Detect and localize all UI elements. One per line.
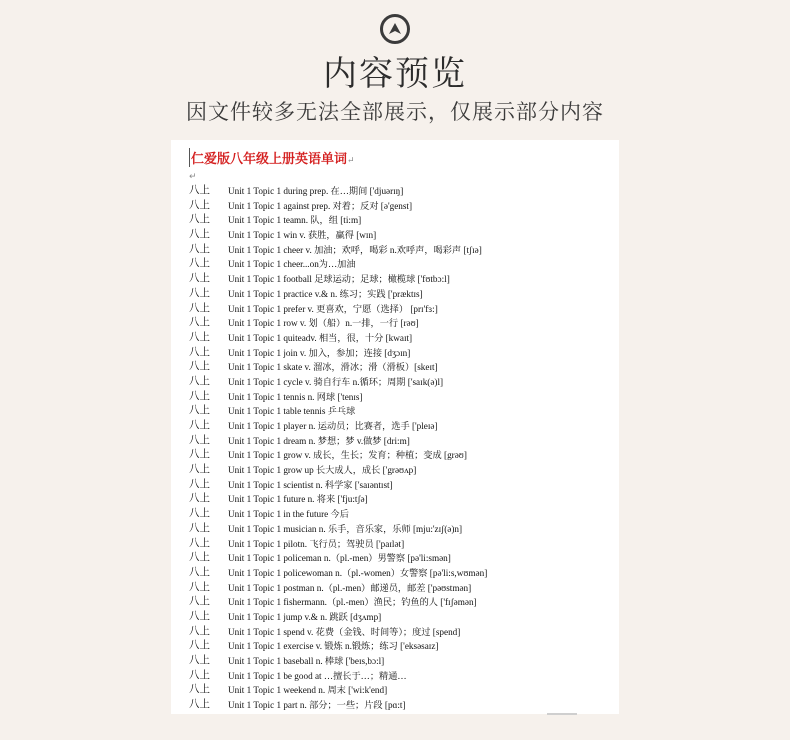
word-row [189, 492, 611, 507]
word-entry: Unit 1 Topic 1 prefer v. 更喜欢，宁愿（选择） [prɪ'fɜ:] [228, 303, 438, 314]
word-row [189, 199, 611, 214]
paragraph-mark: ↵ [347, 156, 355, 166]
grade-label: 八上 [189, 390, 210, 402]
word-row [189, 243, 611, 258]
grade-label: 八上 [189, 669, 210, 681]
grade-label: 八上 [189, 273, 210, 285]
document-preview [171, 140, 619, 714]
grade-label: 八上 [189, 420, 210, 431]
word-entry: Unit 1 Topic 1 dream n. 梦想；梦 v.做梦 [dri:m] [228, 435, 410, 446]
grade-label: 八上 [189, 640, 210, 652]
word-entry: Unit 1 Topic 1 teamn. 队，组 [ti:m] [228, 215, 362, 226]
word-entry: Unit 1 Topic 1 fishermann.（pl.-men）渔民；钓鱼的人 ['fɪʃəmən] [228, 597, 477, 608]
document-heading-text: 仁爱版八年级上册英语单词 [191, 152, 348, 167]
word-row [189, 478, 611, 493]
word-entry: Unit 1 Topic 1 player n. 运动员；比赛者，选手 ['pleɪə] [228, 421, 438, 431]
word-entry: Unit 1 Topic 1 spend v. 花费（金钱、时间等）；度过 [spend] [228, 626, 461, 637]
page-title: 内容预览 [323, 54, 467, 94]
word-row [189, 669, 611, 684]
word-entry: Unit 1 Topic 1 cheer...on为…加油 [228, 259, 356, 270]
grade-label: 八上 [189, 302, 210, 314]
word-entry: Unit 1 Topic 1 football 足球运动；足球；橄榄球 ['fʊtbɔ:l] [228, 274, 450, 285]
word-entry: Unit 1 Topic 1 cheer v. 加油；欢呼，喝彩 n.欢呼声，喝彩声 [tʃɪə] [228, 244, 482, 255]
word-row [189, 287, 611, 302]
word-entry: Unit 1 Topic 1 part n. 部分；一些；片段 [pɑ:t] [228, 700, 406, 711]
grade-label: 八上 [189, 199, 210, 211]
word-row [189, 507, 611, 522]
word-row [189, 551, 611, 566]
word-row [189, 698, 611, 713]
page-subtitle: 因文件较多无法全部展示，仅展示部分内容 [186, 100, 604, 124]
word-row [189, 448, 611, 463]
word-entry: Unit 1 Topic 1 musician n. 乐手，音乐家，乐师 [mju:'zɪʃ(ə)n] [228, 523, 463, 534]
grade-label: 八上 [189, 375, 210, 387]
word-entry: Unit 1 Topic 1 skate v. 溜冰，滑冰；滑（滑板）[skeɪt] [228, 362, 438, 373]
grade-label: 八上 [189, 287, 210, 299]
grade-label: 八上 [189, 493, 210, 505]
grade-label: 八上 [189, 552, 210, 564]
grade-label: 八上 [189, 243, 210, 255]
word-entry: Unit 1 Topic 1 jump v.& n. 跳跃 [dʒʌmp] [228, 611, 382, 622]
word-row [189, 654, 611, 669]
grade-label: 八上 [189, 258, 210, 270]
blank-paragraph: ↵ [189, 172, 197, 182]
word-entry: Unit 1 Topic 1 quiteadv. 相当，很，十分 [kwaɪt] [228, 332, 413, 343]
grade-label: 八上 [189, 449, 210, 461]
grade-label: 八上 [189, 434, 210, 446]
grade-label: 八上 [189, 684, 210, 696]
word-row [189, 331, 611, 346]
grade-label: 八上 [189, 655, 210, 666]
grade-label: 八上 [189, 508, 210, 520]
word-row [189, 434, 611, 449]
word-entry: Unit 1 Topic 1 pilotn. 飞行员；驾驶员 ['paɪlət] [228, 538, 405, 549]
word-entry: Unit 1 Topic 1 be good at …擅长于…；精通… [228, 670, 407, 681]
grade-label: 八上 [189, 317, 210, 329]
grade-label: 八上 [189, 610, 210, 622]
word-row [189, 404, 611, 419]
word-row [189, 610, 611, 625]
grade-label: 八上 [189, 581, 210, 593]
word-row [189, 302, 611, 317]
word-row [189, 566, 611, 581]
word-list [189, 184, 611, 713]
grade-label: 八上 [189, 522, 210, 534]
word-entry: Unit 1 Topic 1 baseball n. 棒球 ['beɪs,bɔ:l] [228, 656, 385, 666]
grade-label: 八上 [189, 464, 210, 476]
word-row [189, 390, 611, 405]
word-entry: Unit 1 Topic 1 win v. 获胜，赢得 [wɪn] [228, 230, 377, 241]
up-arrow-circle-icon [380, 14, 410, 44]
word-row [189, 257, 611, 272]
grade-label: 八上 [189, 361, 210, 373]
grade-label: 八上 [189, 405, 210, 417]
word-row [189, 184, 611, 199]
word-entry: Unit 1 Topic 1 scientist n. 科学家 ['saɪəntɪst] [228, 479, 393, 490]
word-entry: Unit 1 Topic 1 policeman n.（pl.-men）男警察 [pə'li:smən] [228, 553, 451, 564]
word-entry: Unit 1 Topic 1 practice v.& n. 练习；实践 ['præktɪs] [228, 288, 423, 299]
word-row [189, 272, 611, 287]
word-entry: Unit 1 Topic 1 policewoman n.（pl.-women）女警察 [pə'li:s,wʊmən] [228, 567, 488, 578]
word-entry: Unit 1 Topic 1 cycle v. 骑自行车 n.循环；周期 ['saɪk(ə)l] [228, 376, 444, 387]
word-row [189, 375, 611, 390]
grade-label: 八上 [189, 566, 210, 578]
grade-label: 八上 [189, 699, 210, 711]
word-entry: Unit 1 Topic 1 postman n.（pl.-men）邮递员，邮差 ['pəʊstmən] [228, 582, 472, 593]
word-entry: Unit 1 Topic 1 grow up 长大成人，成长 ['grəʊʌp] [228, 465, 417, 476]
word-entry: Unit 1 Topic 1 row v. 划（船）n.一排，一行 [rəʊ] [228, 318, 419, 329]
grade-label: 八上 [189, 214, 210, 226]
word-row [189, 595, 611, 610]
grade-label: 八上 [189, 596, 210, 608]
word-entry: Unit 1 Topic 1 grow v. 成长，生长；发育；种植；变成 [grəʊ] [228, 450, 467, 461]
word-entry: Unit 1 Topic 1 table tennis 乒乓球 [228, 406, 356, 417]
divider [547, 713, 577, 715]
grade-label: 八上 [189, 229, 210, 241]
grade-label: 八上 [189, 537, 210, 549]
word-row [189, 419, 611, 434]
grade-label: 八上 [189, 346, 210, 358]
word-row [189, 360, 611, 375]
document-heading [189, 148, 355, 167]
word-entry: Unit 1 Topic 1 tennis n. 网球 ['tenɪs] [228, 391, 363, 402]
word-row [189, 522, 611, 537]
grade-label: 八上 [189, 185, 210, 196]
word-row [189, 228, 611, 243]
word-entry: Unit 1 Topic 1 join v. 加入，参加；连接 [dʒɔɪn] [228, 347, 411, 358]
word-entry: Unit 1 Topic 1 future n. 将来 ['fju:tʃə] [228, 494, 368, 505]
word-entry: Unit 1 Topic 1 in the future 今后 [228, 509, 349, 520]
word-row [189, 639, 611, 654]
grade-label: 八上 [189, 331, 210, 343]
word-entry: Unit 1 Topic 1 weekend n. 周末 ['wi:k'end] [228, 685, 388, 696]
grade-label: 八上 [189, 478, 210, 490]
word-row [189, 316, 611, 331]
word-row [189, 346, 611, 361]
word-entry: Unit 1 Topic 1 exercise v. 锻炼 n.锻炼；练习 ['eksəsaɪz] [228, 641, 439, 652]
word-entry: Unit 1 Topic 1 during prep. 在…期间 ['djuərɪŋ] [228, 186, 404, 196]
word-row [189, 683, 611, 698]
word-row [189, 625, 611, 640]
up-arrow-glyph [387, 21, 403, 37]
grade-label: 八上 [189, 625, 210, 637]
word-entry: Unit 1 Topic 1 against prep. 对着；反对 [ə'genst] [228, 200, 413, 211]
word-row [189, 463, 611, 478]
word-row [189, 213, 611, 228]
word-row [189, 537, 611, 552]
word-row [189, 581, 611, 596]
